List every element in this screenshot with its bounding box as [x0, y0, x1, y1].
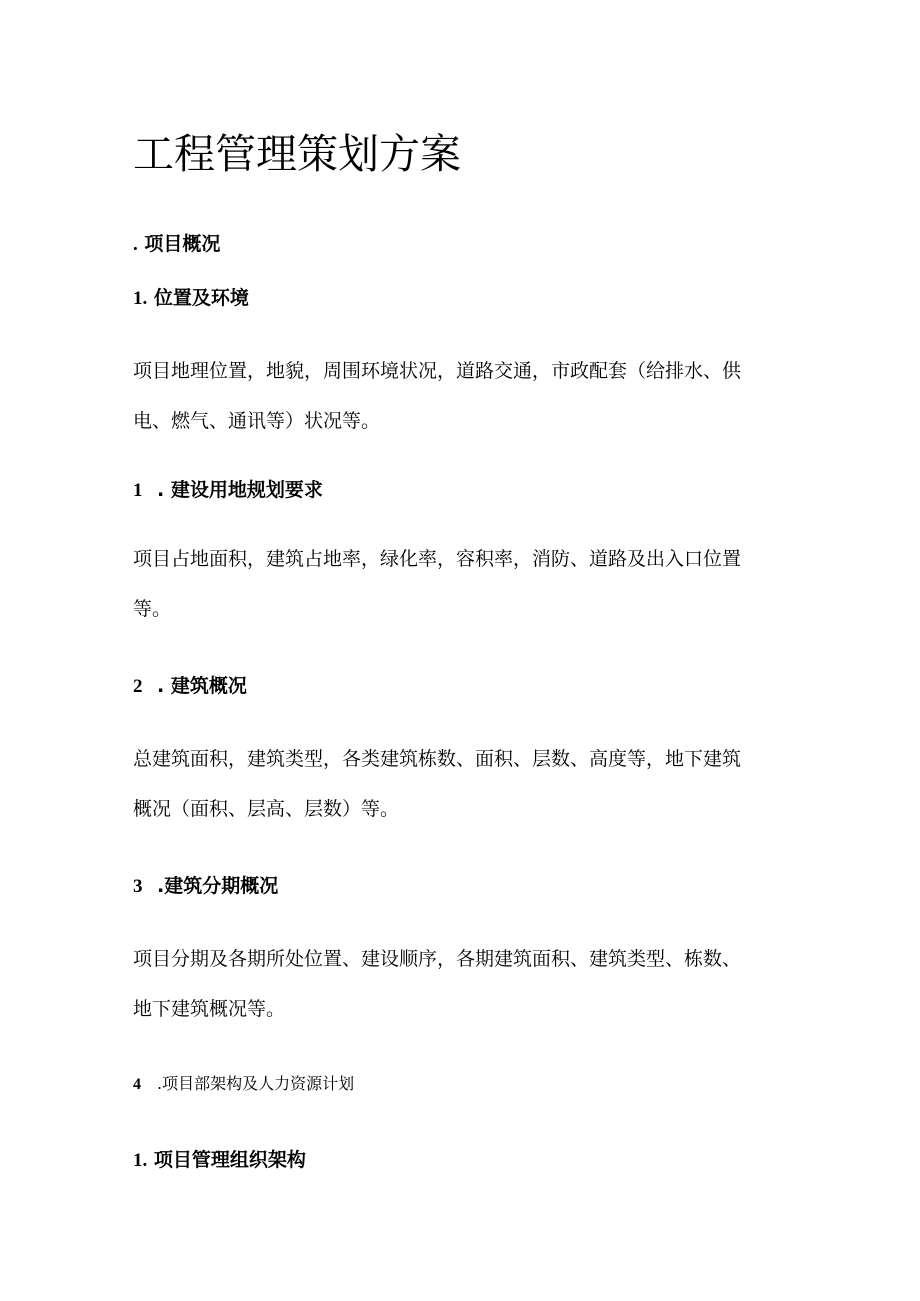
- heading-number: 1.: [133, 288, 148, 309]
- paragraph-line: 总建筑面积，建筑类型，各类建筑栋数、面积、层数、高度等，地下建筑: [133, 748, 742, 770]
- heading-number: 1.: [133, 1150, 148, 1171]
- heading-number: 2: [133, 676, 143, 697]
- paragraph-building-overview: [133, 734, 793, 834]
- heading-number: 1: [133, 480, 143, 501]
- heading-text: 项目管理组织架构: [147, 1149, 306, 1171]
- heading-management-org: [133, 1146, 306, 1175]
- heading-building-overview: [133, 672, 247, 701]
- heading-text: .项目部架构及人力资源计划: [157, 1074, 355, 1093]
- paragraph-line: 电、燃气、通讯等）状况等。: [133, 410, 381, 432]
- paragraph-building-phases: [133, 934, 793, 1034]
- heading-location-environment: [133, 284, 249, 313]
- paragraph-land-planning: [133, 534, 793, 634]
- heading-text: . 建筑概况: [157, 675, 247, 697]
- heading-text: 项目概况: [137, 233, 221, 255]
- paragraph-line: 地下建筑概况等。: [133, 998, 286, 1020]
- paragraph-line: 等。: [133, 598, 172, 620]
- heading-text: 位置及环境: [147, 287, 249, 309]
- paragraph-line: 项目分期及各期所处位置、建设顺序，各期建筑面积、建筑类型、栋数、: [133, 948, 742, 970]
- document-title: 工程管理策划方案: [133, 130, 461, 178]
- heading-project-overview: [133, 230, 220, 259]
- heading-organization-hr: [133, 1071, 354, 1098]
- heading-text: . 建设用地规划要求: [157, 479, 323, 501]
- heading-land-planning: [133, 476, 323, 505]
- heading-text: .建筑分期概况: [157, 875, 279, 897]
- heading-building-phases: [133, 872, 278, 901]
- paragraph-line: 项目地理位置，地貌，周围环境状况，道路交通，市政配套（给排水、供: [133, 360, 742, 382]
- heading-number: .: [133, 234, 138, 255]
- heading-number: 4: [133, 1076, 141, 1093]
- paragraph-location-environment: [133, 346, 793, 446]
- paragraph-line: 项目占地面积，建筑占地率，绿化率，容积率，消防、道路及出入口位置: [133, 548, 742, 570]
- heading-number: 3: [133, 876, 143, 897]
- paragraph-line: 概况（面积、层高、层数）等。: [133, 798, 400, 820]
